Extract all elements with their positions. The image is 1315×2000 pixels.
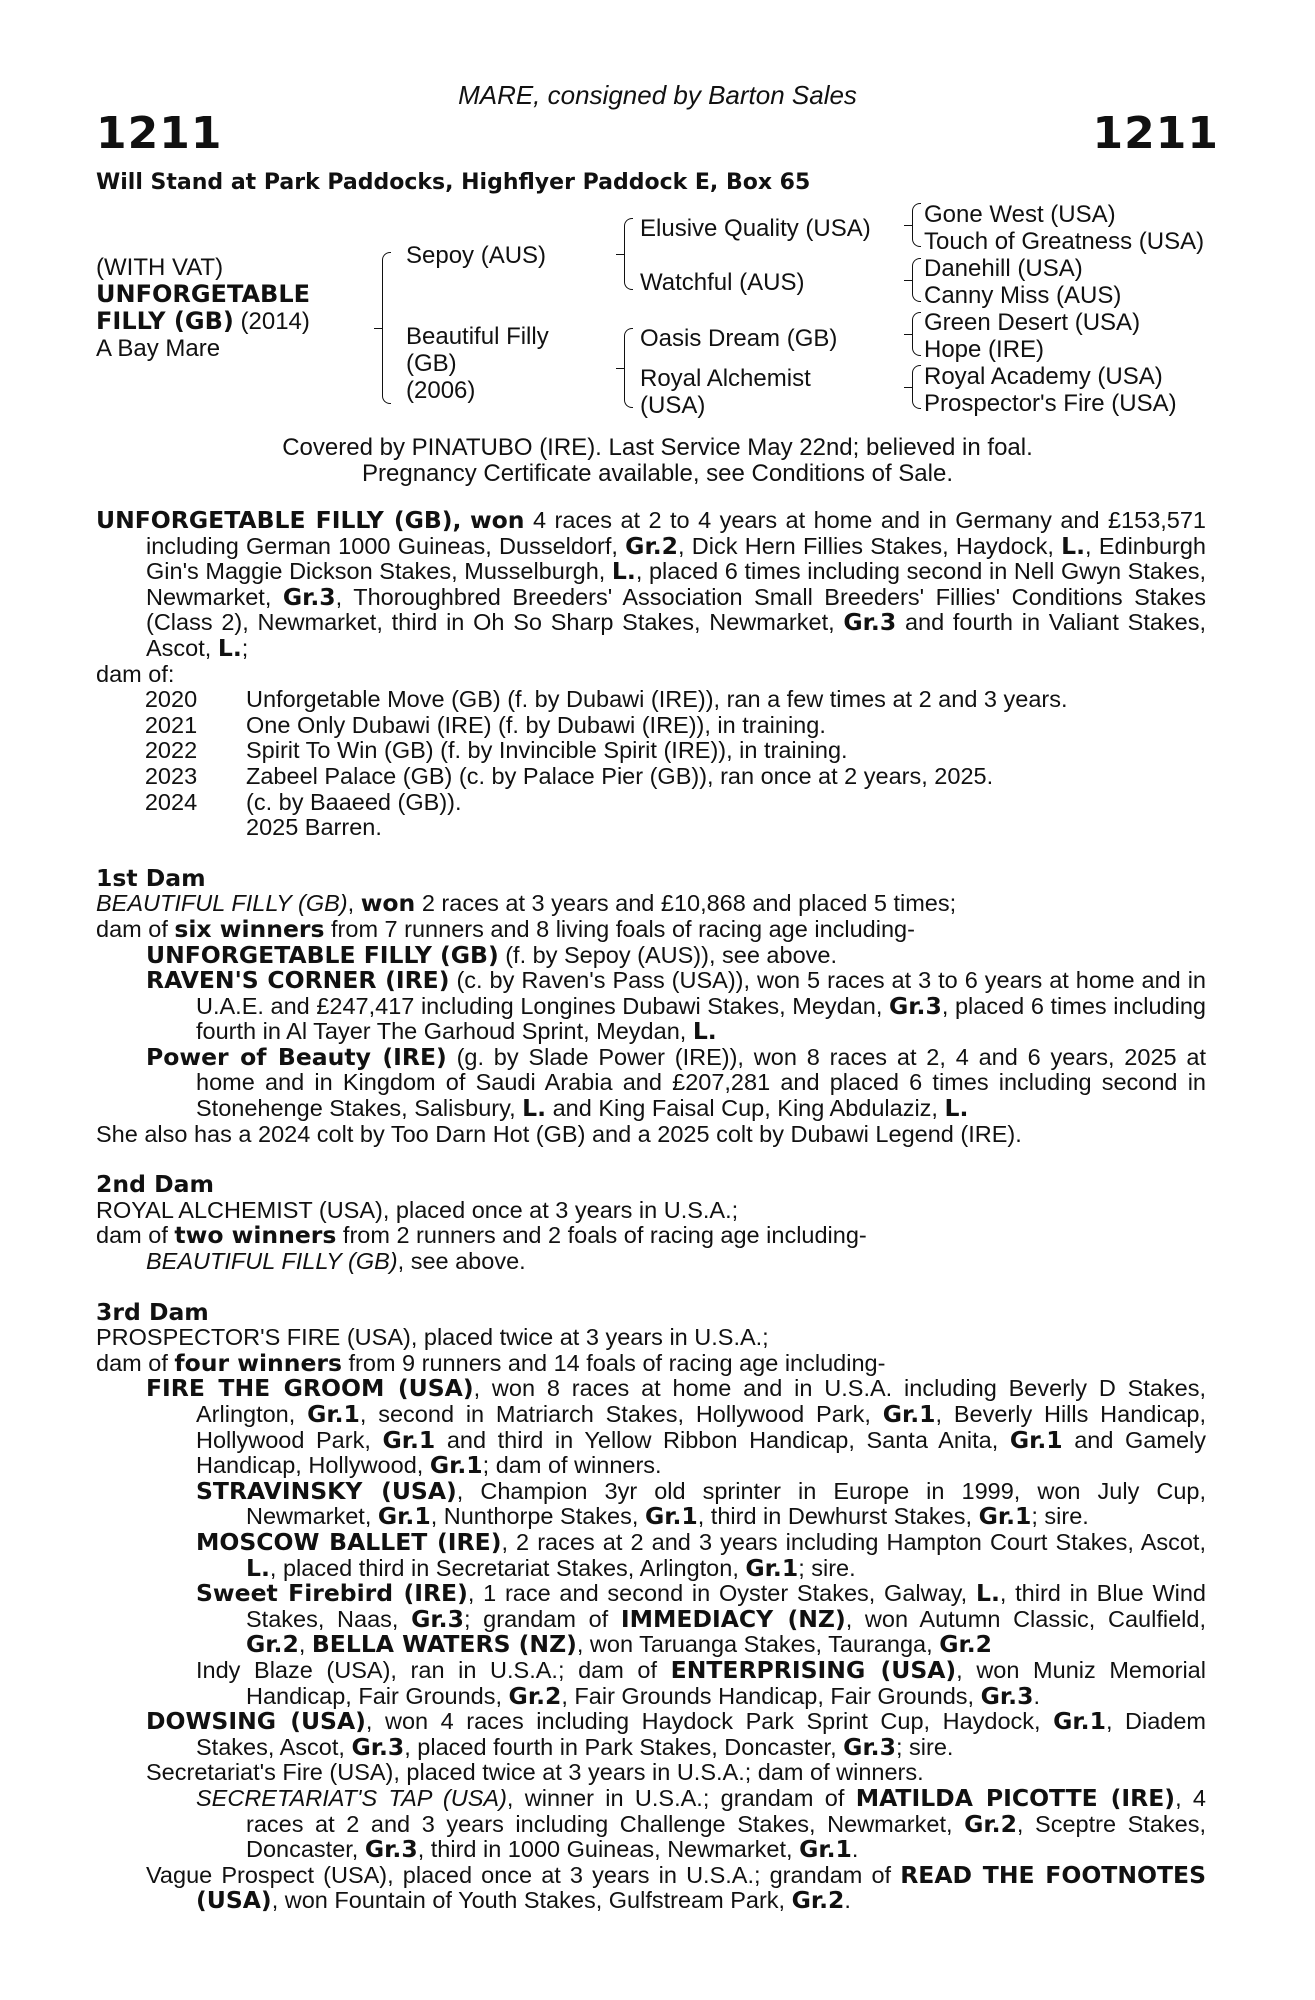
third-dam-vp: Vague Prospect (USA), placed once at 3 years in U.S.A.; grandam of READ THE FOOTNOTES (USA), won Fountain of Youth Stakes, Gulfstream Park, Gr.2. <box>146 1860 1206 1915</box>
ped-dsd: Hope (IRE) <box>924 336 1045 363</box>
first-dam-line: BEAUTIFUL FILLY (GB), won 2 races at 3 years and £10,868 and placed 5 times; <box>96 889 957 918</box>
second-dam-produce: dam of two winners from 2 runners and 2 foals of racing age including- <box>96 1221 867 1250</box>
horse-name-2: FILLY (GB) <box>96 307 234 335</box>
dam-name-1: Beautiful Filly <box>406 323 549 350</box>
brace-gen1 <box>382 252 391 404</box>
dam-dam <box>640 365 811 419</box>
dam-of-label: dam of: <box>96 660 175 687</box>
third-dam-produce: dam of four winners from 9 runners and 14 foals of racing age including- <box>96 1348 886 1377</box>
third-dam-mb: MOSCOW BALLET (IRE), 2 races at 2 and 3 years including Hampton Court Stakes, Ascot, L., placed third in Secretariat Stakes, Arlington, Gr.1; sire. <box>196 1527 1206 1582</box>
brace-dam <box>624 328 633 408</box>
ped-sdd: Canny Miss (AUS) <box>924 282 1122 309</box>
dam-name-3: (2006) <box>406 377 476 404</box>
ped-dds: Royal Academy (USA) <box>924 363 1163 390</box>
dam <box>406 323 549 404</box>
ped-ssd: Touch of Greatness (USA) <box>924 228 1205 255</box>
dam-dam-1: Royal Alchemist <box>640 365 811 392</box>
horse-description: A Bay Mare <box>96 335 221 362</box>
foal-row: 2020 Unforgetable Move (GB) (f. by Dubawi (IRE)), ran a few times at 2 and 3 years. <box>144 686 1068 713</box>
third-dam-st: STRAVINSKY (USA), Champion 3yr old sprinter in Europe in 1999, won July Cup, Newmarket, Gr.1, Nunthorpe Stakes, Gr.1, third in Dewhurst Stakes, Gr.1; sire. <box>196 1476 1207 1531</box>
third-dam-sfi: Secretariat's Fire (USA), placed twice at 3 years in U.S.A.; dam of winners. <box>146 1759 924 1786</box>
covered-line-2: Pregnancy Certificate available, see Conditions of Sale. <box>362 460 953 487</box>
lot-number-left: 1211 <box>96 108 223 159</box>
foal-row: 2023 Zabeel Palace (GB) (c. by Palace Pier (GB)), ran once at 2 years, 2025. <box>144 762 994 789</box>
brace-1 <box>912 203 921 247</box>
ped-sds: Danehill (USA) <box>924 255 1083 282</box>
third-dam-heading: 3rd Dam <box>96 1297 209 1326</box>
third-dam-sf: Sweet Firebird (IRE), 1 race and second in Oyster Stakes, Galway, L., third in Blue Wind Stakes, Naas, Gr.3; grandam of IMMEDIACY (NZ), won Autumn Classic, Caulfield, Gr.2, BELLA WATERS (NZ), won Taruanga Stakes, Tauranga, Gr.2 <box>196 1579 1207 1659</box>
brace-sire <box>624 218 633 290</box>
dam-dam-2: (USA) <box>640 392 706 419</box>
first-dam-produce: dam of six winners from 7 runners and 8 living foals of racing age including- <box>96 914 915 943</box>
horse-year: (2014) <box>240 308 310 335</box>
brace-3 <box>912 312 921 356</box>
dam-sire: Oasis Dream (GB) <box>640 325 838 352</box>
third-dam-fg: FIRE THE GROOM (USA), won 8 races at home and in U.S.A. including Beverly D Stakes, Arlington, Gr.1, second in Matriarch Stakes, Hollywood Park, Gr.1, Beverly Hills Handicap, Hollywood Park, Gr.1 and third in Yellow Ribbon Handicap, Santa Anita, Gr.1 and Gamely Handicap, Hollywood, Gr.1; dam of winners. <box>146 1374 1206 1480</box>
third-dam-stp: SECRETARIAT'S TAP (USA), winner in U.S.A.; grandam of MATILDA PICOTTE (IRE), 4 races at 2 and 3 years including Challenge Stakes, Newmarket, Gr.2, Sceptre Stakes, Doncaster, Gr.3, third in 1000 Guineas, Newmarket, Gr.1. <box>196 1783 1206 1864</box>
foal-row: 2022 Spirit To Win (GB) (f. by Invincible Spirit (IRE)), in training. <box>144 737 848 764</box>
second-dam-line: ROYAL ALCHEMIST (USA), placed once at 3 years in U.S.A.; <box>96 1196 739 1223</box>
lot-number-right: 1211 <box>1092 108 1219 159</box>
ped-sss: Gone West (USA) <box>924 201 1116 228</box>
brace-4 <box>912 365 921 409</box>
first-dam-also: She also has a 2024 colt by Too Darn Hot (GB) and a 2025 colt by Dubawi Legend (IRE). <box>96 1120 1022 1147</box>
first-dam-pb: Power of Beauty (IRE) (g. by Slade Power (IRE)), won 8 races at 2, 4 and 6 years, 2025 at home and in Kingdom of Saudi Arabia and £207,281 and placed 6 times including second in Stonehenge Stakes, Salisbury, L. and King Faisal Cup, King Abdulaziz, L. <box>146 1042 1206 1123</box>
foals-list <box>96 687 1206 841</box>
foal-row: 2021 One Only Dubawi (IRE) (f. by Dubawi (IRE)), in training. <box>144 711 826 738</box>
sire: Sepoy (AUS) <box>406 242 547 269</box>
third-dam-line: PROSPECTOR'S FIRE (USA), placed twice at 3 years in U.S.A.; <box>96 1324 769 1351</box>
covered-line-1: Covered by PINATUBO (IRE). Last Service May 22nd; believed in foal. <box>282 434 1033 461</box>
second-dam-bf: BEAUTIFUL FILLY (GB), see above. <box>146 1248 526 1275</box>
consignment: MARE, consigned by Barton Sales <box>458 80 857 110</box>
vat-note: (WITH VAT) <box>96 254 224 281</box>
brace-2 <box>912 258 921 302</box>
horse-info <box>96 254 310 362</box>
horse-name-1: UNFORGETABLE <box>96 280 311 308</box>
first-dam-rc: RAVEN'S CORNER (IRE) (c. by Raven's Pass (USA)), won 5 races at 3 to 6 years at home and in U.A.E. and £247,417 including Longines Dubawi Stakes, Meydan, Gr.3, placed 6 times including fourth in Al Tayer The Garhoud Sprint, Meydan, L. <box>146 966 1207 1046</box>
foal-row: 2025 Barren. <box>246 814 382 841</box>
ped-ddd: Prospector's Fire (USA) <box>924 390 1177 417</box>
dam-name-2: (GB) <box>406 350 457 377</box>
foal-row: 2024 (c. by Baaeed (GB)). <box>144 788 462 815</box>
catalogue-body <box>96 508 1206 1914</box>
ped-dss: Green Desert (USA) <box>924 309 1141 336</box>
third-dam-ib: Indy Blaze (USA), ran in U.S.A.; dam of ENTERPRISING (USA), won Muniz Memorial Handicap, Fair Grounds, Gr.2, Fair Grounds Handicap, Fair Grounds, Gr.3. <box>196 1655 1206 1710</box>
sire-dam: Watchful (AUS) <box>640 269 805 296</box>
stand-location: Will Stand at Park Paddocks, Highflyer Paddock E, Box 65 <box>96 170 811 195</box>
first-dam-heading: 1st Dam <box>96 863 206 892</box>
third-dam-dw: DOWSING (USA), won 4 races including Haydock Park Sprint Cup, Haydock, Gr.1, Diadem Stakes, Ascot, Gr.3, placed fourth in Park Stakes, Doncaster, Gr.3; sire. <box>146 1707 1206 1761</box>
intro-paragraph: UNFORGETABLE FILLY (GB), won 4 races at 2 to 4 years at home and in Germany and £153,571 including German 1000 Guineas, Dusseldorf, Gr.2, Dick Hern Fillies Stakes, Haydock, L., Edinburgh Gin's Maggie Dickson Stakes, Musselburgh, L., placed 6 times including second in Nell Gwyn Stakes, Newmarket, Gr.3, Thoroughbred Breeders' Association Small Breeders' Fillies' Conditions Stakes (Class 2), Newmarket, third in Oh So Sharp Stakes, Newmarket, Gr.3 and fourth in Valiant Stakes, Ascot, L.; <box>96 506 1207 662</box>
second-dam-heading: 2nd Dam <box>96 1170 214 1199</box>
sire-sire: Elusive Quality (USA) <box>640 215 871 242</box>
first-dam-uf: UNFORGETABLE FILLY (GB) (f. by Sepoy (AUS)), see above. <box>146 940 837 969</box>
